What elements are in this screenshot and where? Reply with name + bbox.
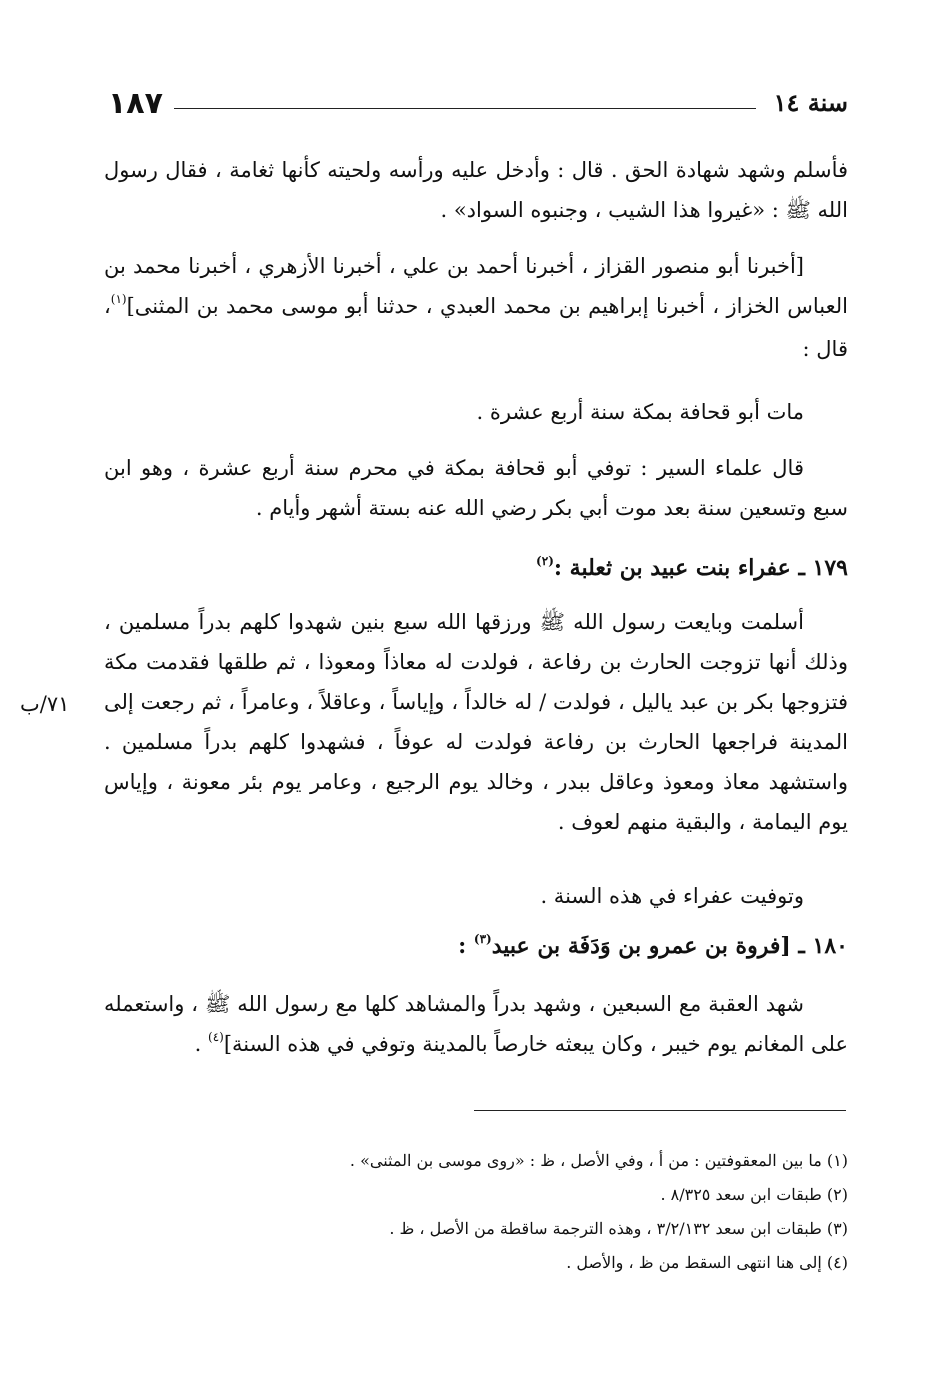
footnote-3: (٣) طبقات ابن سعد ٣/٢/١٣٢ ، وهذه الترجمة ساقطة من الأصل ، ظ .	[389, 1219, 848, 1238]
footnote-2: (٢) طبقات ابن سعد ٨/٣٢٥ .	[660, 1185, 848, 1204]
isnad-main: [أخبرنا أبو منصور القزاز ، أخبرنا أحمد بن علي ، أخبرنا الأزهري ، أخبرنا محمد بن العباس الخزاز ، أخبرنا إبراهيم بن محمد العبدي ، حدثنا أبو موسى محمد بن المثنى]	[104, 254, 848, 318]
paragraph-isnad	[104, 246, 848, 369]
paragraph-end: .	[194, 1032, 202, 1056]
header-rule	[174, 108, 756, 109]
page-number: ١٨٧	[108, 86, 163, 121]
paragraph-3	[104, 392, 848, 432]
footnote-ref-4: (٤)	[208, 1030, 224, 1044]
heading-179	[104, 548, 848, 591]
footnote-ref-1: (١)	[110, 292, 127, 306]
paragraph-text: أسلمت وبايعت رسول الله ﷺ ورزقها الله سبع بنين شهدوا كلهم بدراً مسلمين ، وذلك أنها تزوجت الحارث بن رفاعة ، فولدت له معاذاً ومعوذا ، ثم طلقها فقدمت مكة فتزوجها بكر بن عبد ياليل ، فولدت / له خالداً ، وإياساً ، وعاقلاً ، وعامراً ، ثم رجعت إلى المدينة فراجعها الحارث بن رفاعة فولدت له عوفاً ، فشهدوا كلهم بدراً مسلمين . واستشهد معاذ ومعوذ وعاقل ببدر ، وخالد يوم الرجيع ، وعامر يوم بئر معونة ، وإياس يوم اليمامة ، والبقية منهم لعوف .	[104, 610, 848, 834]
entry-heading	[104, 548, 848, 591]
isnad-tail: ، قال :	[104, 294, 848, 361]
footnotes	[104, 1144, 848, 1280]
footnote-4: (٤) إلى هنا انتهى السقط من ظ ، والأصل .	[566, 1253, 848, 1272]
paragraph-1	[104, 150, 848, 230]
footnote-ref-2: (٢)	[536, 554, 554, 568]
heading-180	[104, 926, 848, 969]
paragraph-text: قال علماء السير : توفي أبو قحافة بمكة في محرم سنة أربع عشرة ، وهو ابن سبع وتسعين سنة بعد موت أبي بكر رضي الله عنه بستة أشهر وأيام .	[104, 456, 848, 520]
footnote-rule	[474, 1110, 846, 1111]
paragraph-text: وتوفيت عفراء في هذه السنة .	[540, 884, 804, 908]
paragraph-5	[104, 602, 848, 842]
footnote-ref-3: (٣)	[473, 932, 492, 946]
page-header	[108, 86, 848, 126]
paragraph-text: فأسلم وشهد شهادة الحق . قال : وأدخل عليه ورأسه ولحيته كأنها ثغامة ، فقال رسول الله ﷺ : «غيروا هذا الشيب ، وجنبوه السواد» .	[104, 158, 848, 222]
heading-colon: :	[458, 933, 467, 959]
paragraph-text	[104, 984, 848, 1067]
paragraph-text: مات أبو قحافة بمكة سنة أربع عشرة .	[476, 400, 804, 424]
heading-text: ١٧٩ ـ عفراء بنت عبيد بن ثعلبة :	[553, 555, 848, 581]
paragraph-6	[104, 876, 848, 916]
manuscript-folio-note: ٧١/ب	[20, 692, 70, 716]
paragraph-4	[104, 448, 848, 528]
footnote-1: (١) ما بين المعقوفتين : من أ ، وفي الأصل ، ظ : «روى موسى بن المثنى» .	[349, 1151, 848, 1170]
paragraph-7	[104, 984, 848, 1067]
heading-text: ١٨٠ ـ [فروة بن عمرو بن وَدَفَة بن عبيد	[491, 933, 848, 959]
isnad-text	[104, 246, 848, 369]
running-head-year: سنة ١٤	[773, 88, 848, 117]
paragraph-main: شهد العقبة مع السبعين ، وشهد بدراً والمشاهد كلها مع رسول الله ﷺ ، واستعمله على المغانم يوم خيبر ، وكان يبعثه خارصاً بالمدينة وتوفي في هذه السنة]	[104, 992, 848, 1056]
entry-heading	[104, 926, 848, 969]
